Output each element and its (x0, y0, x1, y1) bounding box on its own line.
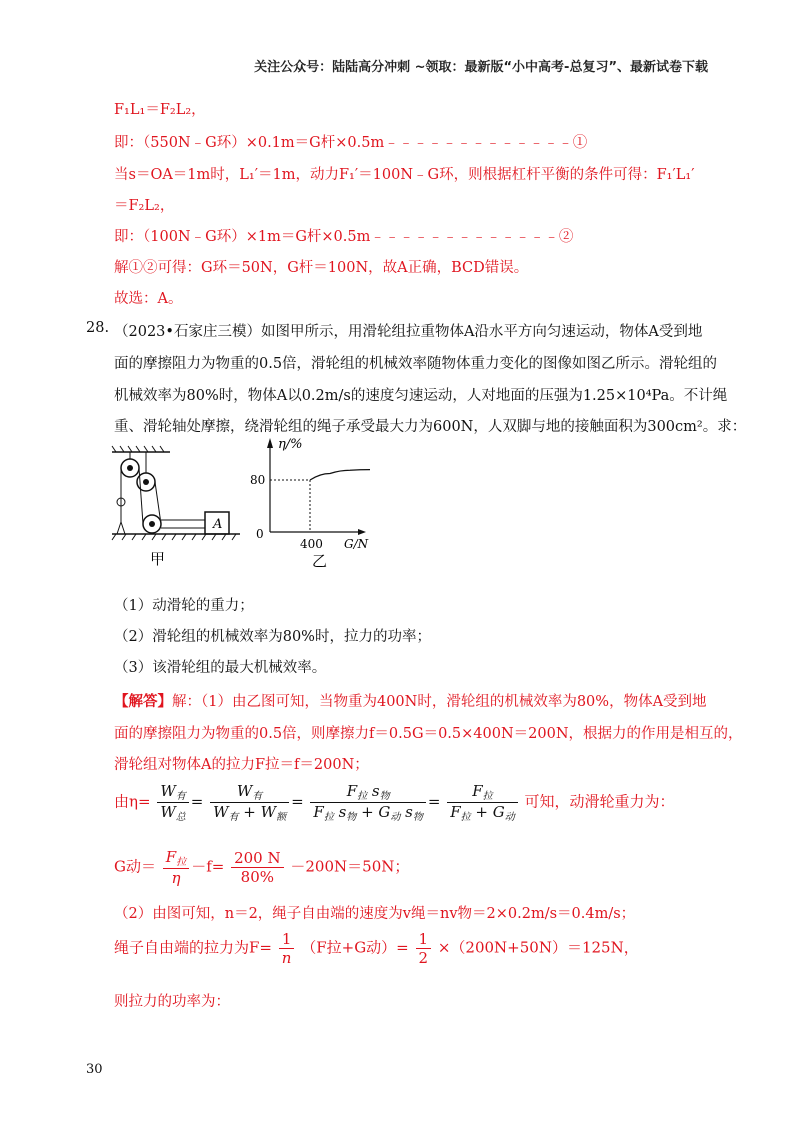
page-header: 关注公众号：陆陆高分冲刺 ~领取：最新版“小中高考-总复习”、最新试卷下载 (254, 60, 708, 75)
solution-line: 即：（100N﹣G环）×1m＝G杆×0.5m﹣﹣﹣﹣﹣﹣﹣﹣﹣﹣﹣﹣﹣② (114, 229, 574, 245)
solution-line: 当s＝OA＝1m时，L₁′＝1m，动力F₁′＝100N﹣G环，则根据杠杆平衡的条件可得：F₁′L₁′ (114, 167, 695, 183)
solution-line: ＝F₂L₂， (114, 198, 175, 214)
x-axis-label: G/N (344, 537, 369, 551)
figure-label-jia: 甲 (150, 550, 166, 568)
efficiency-formula: 由η= $\frac{W_有}{W_总}$ = $\frac{W_有}{W_有 + W_额}$ = $\frac{F_拉 s_物}{F_拉 s_物 + G_动 s_物}$ = $\frac{F_拉}{F_拉 + G_动}$ 可知，动滑轮重力为： (114, 782, 675, 823)
y-tick-label: 80 (250, 473, 266, 487)
question-text: 重、滑轮轴处摩擦，绕滑轮组的绳子承受最大力为600N，人双脚与地的接触面积为300cm²。求： (114, 419, 747, 435)
efficiency-curve (310, 470, 370, 480)
pulley-diagram (110, 440, 250, 580)
x-axis-arrow (358, 529, 366, 535)
y-axis-label: η/% (278, 437, 303, 452)
efficiency-chart (250, 432, 390, 582)
x-tick-label: 400 (300, 537, 323, 551)
sub-question: （1）动滑轮的重力； (114, 598, 254, 614)
question-number: 28. (86, 320, 110, 336)
solution-line: 故选：A。 (114, 291, 183, 307)
answer-line: 【解答】解：（1）由乙图可知，当物重为400N时，滑轮组的机械效率为80%，物体A受到地 (114, 693, 707, 710)
figure-label-yi: 乙 (312, 552, 328, 570)
solution-line: F₁L₁＝F₂L₂， (114, 102, 206, 118)
block-label: A (213, 517, 223, 532)
question-text: 机械效率为80%时，物体A以0.2m/s的速度匀速运动，人对地面的压强为1.25×10⁴Pa。不计绳 (114, 388, 728, 404)
answer-line: 面的摩擦阻力为物重的0.5倍，则摩擦力f＝0.5G＝0.5×400N＝200N，根据力的作用是相互的， (114, 726, 743, 742)
y-axis-arrow (267, 438, 273, 448)
page-number: 30 (86, 1062, 103, 1077)
question-text: （2023•石家庄三模）如图甲所示，用滑轮组拉重物体A沿水平方向匀速运动，物体A受到地 (114, 324, 703, 340)
sub-question: （3）该滑轮组的最大机械效率。 (114, 660, 327, 676)
solution-line: 解①②可得：G环＝50N，G杆＝100N，故A正确，BCD错误。 (114, 260, 529, 276)
answer-tag: 【解答】 (114, 693, 172, 710)
solution-line: 即：（550N﹣G环）×0.1m＝G杆×0.5m﹣﹣﹣﹣﹣﹣﹣﹣﹣﹣﹣﹣﹣① (114, 135, 588, 151)
answer-line: 则拉力的功率为： (114, 994, 230, 1010)
origin-label: 0 (256, 527, 264, 541)
answer-line: 滑轮组对物体A的拉力F拉＝f＝200N； (114, 757, 369, 773)
gravity-formula: G动＝ $\frac{F_拉}{\eta}$ －f= $\frac{200 N}{80\%}$ －200N＝50N； (114, 848, 410, 887)
sub-question: （2）滑轮组的机械效率为80%时，拉力的功率； (114, 629, 431, 645)
answer-line: （2）由图可知，n＝2，绳子自由端的速度为v绳＝nv物＝2×0.2m/s＝0.4m/s； (114, 906, 636, 922)
force-formula: 绳子自由端的拉力为F= $\frac{1}{n}$ （F拉+G动）= $\frac{1}{2}$ ×（200N+50N）＝125N， (114, 930, 639, 967)
question-text: 面的摩擦阻力为物重的0.5倍，滑轮组的机械效率随物体重力变化的图像如图乙所示。滑轮组的 (114, 356, 718, 372)
